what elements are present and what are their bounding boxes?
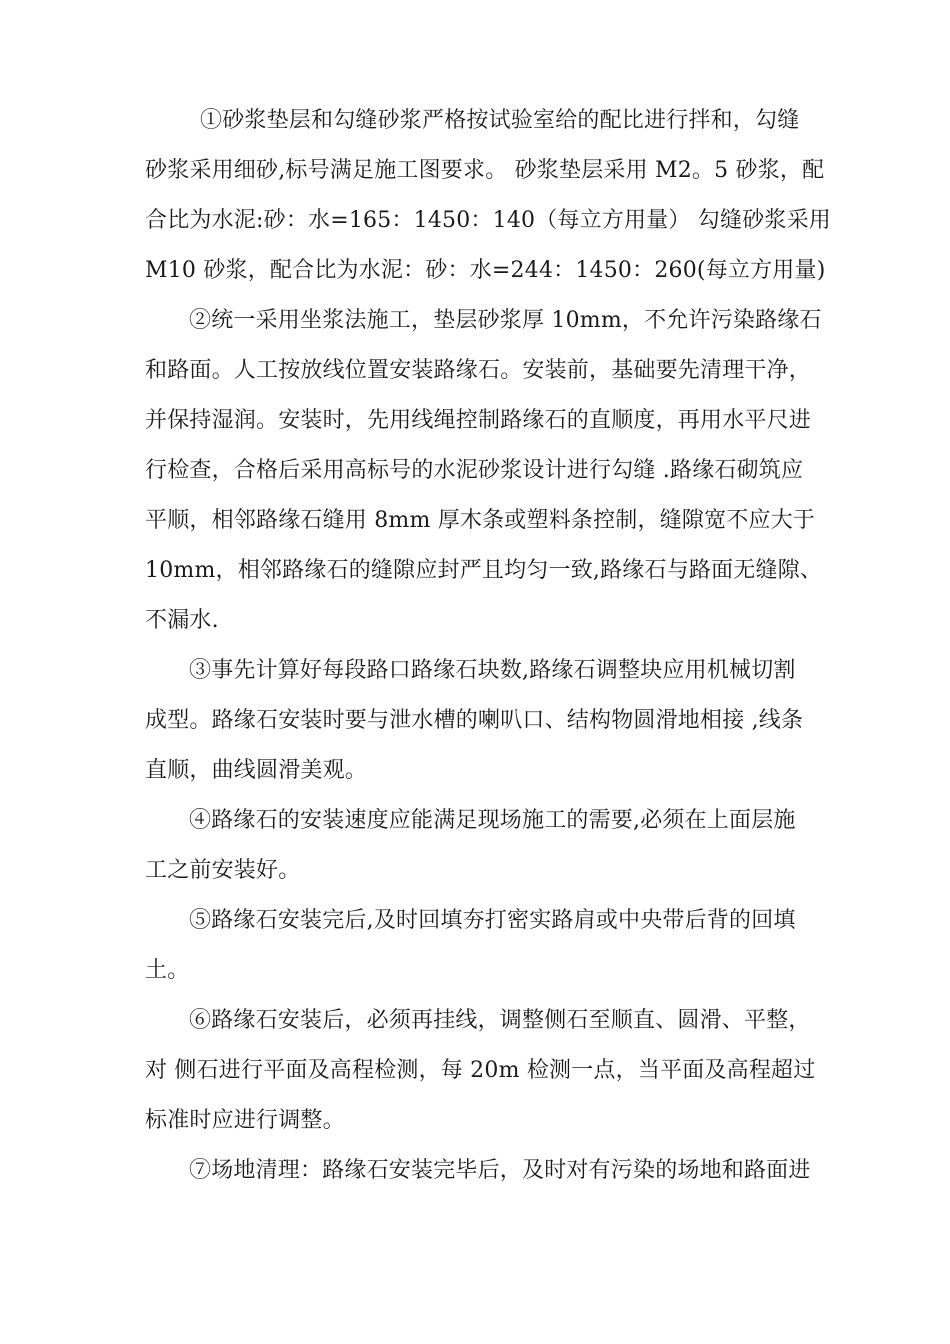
paragraph-1-line-1: ①砂浆垫层和勾缝砂浆严格按试验室给的配比进行拌和，勾缝	[200, 108, 800, 133]
paragraph-2-line-2: 和路面。人工按放线位置安装路缘石。安装前，基础要先清理干净，	[145, 358, 812, 383]
paragraph-5-line-2: 土。	[145, 958, 190, 983]
paragraph-6-line-2: 对 侧石进行平面及高程检测，每 20m 检测一点，当平面及高程超过	[145, 1058, 816, 1083]
paragraph-3-line-3: 直顺，曲线圆滑美观。	[145, 758, 368, 783]
paragraph-2-line-4: 行检查，合格后采用高标号的水泥砂浆设计进行勾缝 .路缘石砌筑应	[145, 458, 804, 483]
paragraph-2-line-5: 平顺，相邻路缘石缝用 8mm 厚木条或塑料条控制，缝隙宽不应大于	[145, 508, 816, 533]
paragraph-3-line-2: 成型。路缘石安装时要与泄水槽的喇叭口、结构物圆滑地相接 ,线条	[145, 708, 804, 733]
paragraph-4-line-1: ④路缘石的安装速度应能满足现场施工的需要,必须在上面层施	[189, 808, 796, 833]
paragraph-7-line-1: ⑦场地清理：路缘石安装完毕后，及时对有污染的场地和路面进	[189, 1158, 811, 1183]
paragraph-3-line-1: ③事先计算好每段路口路缘石块数,路缘石调整块应用机械切割	[189, 658, 796, 683]
paragraph-1-line-2: 砂浆采用细砂,标号满足施工图要求。 砂浆垫层采用 M2。5 砂浆，配	[145, 158, 825, 183]
paragraph-2-line-7: 不漏水.	[145, 608, 219, 633]
paragraph-2-line-1: ②统一采用坐浆法施工，垫层砂浆厚 10mm，不允许污染路缘石	[189, 308, 822, 333]
paragraph-1-line-3: 合比为水泥:砂：水=165：1450：140（每立方用量） 勾缝砂浆采用	[145, 208, 832, 233]
paragraph-1-line-4: M10 砂浆，配合比为水泥：砂：水=244：1450：260(每立方用量)	[145, 258, 826, 283]
paragraph-4-line-2: 工之前安装好。	[145, 858, 301, 883]
paragraph-2-line-6: 10mm，相邻路缘石的缝隙应封严且均匀一致,路缘石与路面无缝隙、	[145, 558, 823, 583]
paragraph-6-line-1: ⑥路缘石安装后，必须再挂线，调整侧石至顺直、圆滑、平整，	[189, 1008, 811, 1033]
paragraph-2-line-3: 并保持湿润。安装时，先用线绳控制路缘石的直顺度，再用水平尺进	[145, 408, 812, 433]
paragraph-5-line-1: ⑤路缘石安装完后,及时回填夯打密实路肩或中央带后背的回填	[189, 908, 796, 933]
paragraph-6-line-3: 标准时应进行调整。	[145, 1108, 345, 1133]
